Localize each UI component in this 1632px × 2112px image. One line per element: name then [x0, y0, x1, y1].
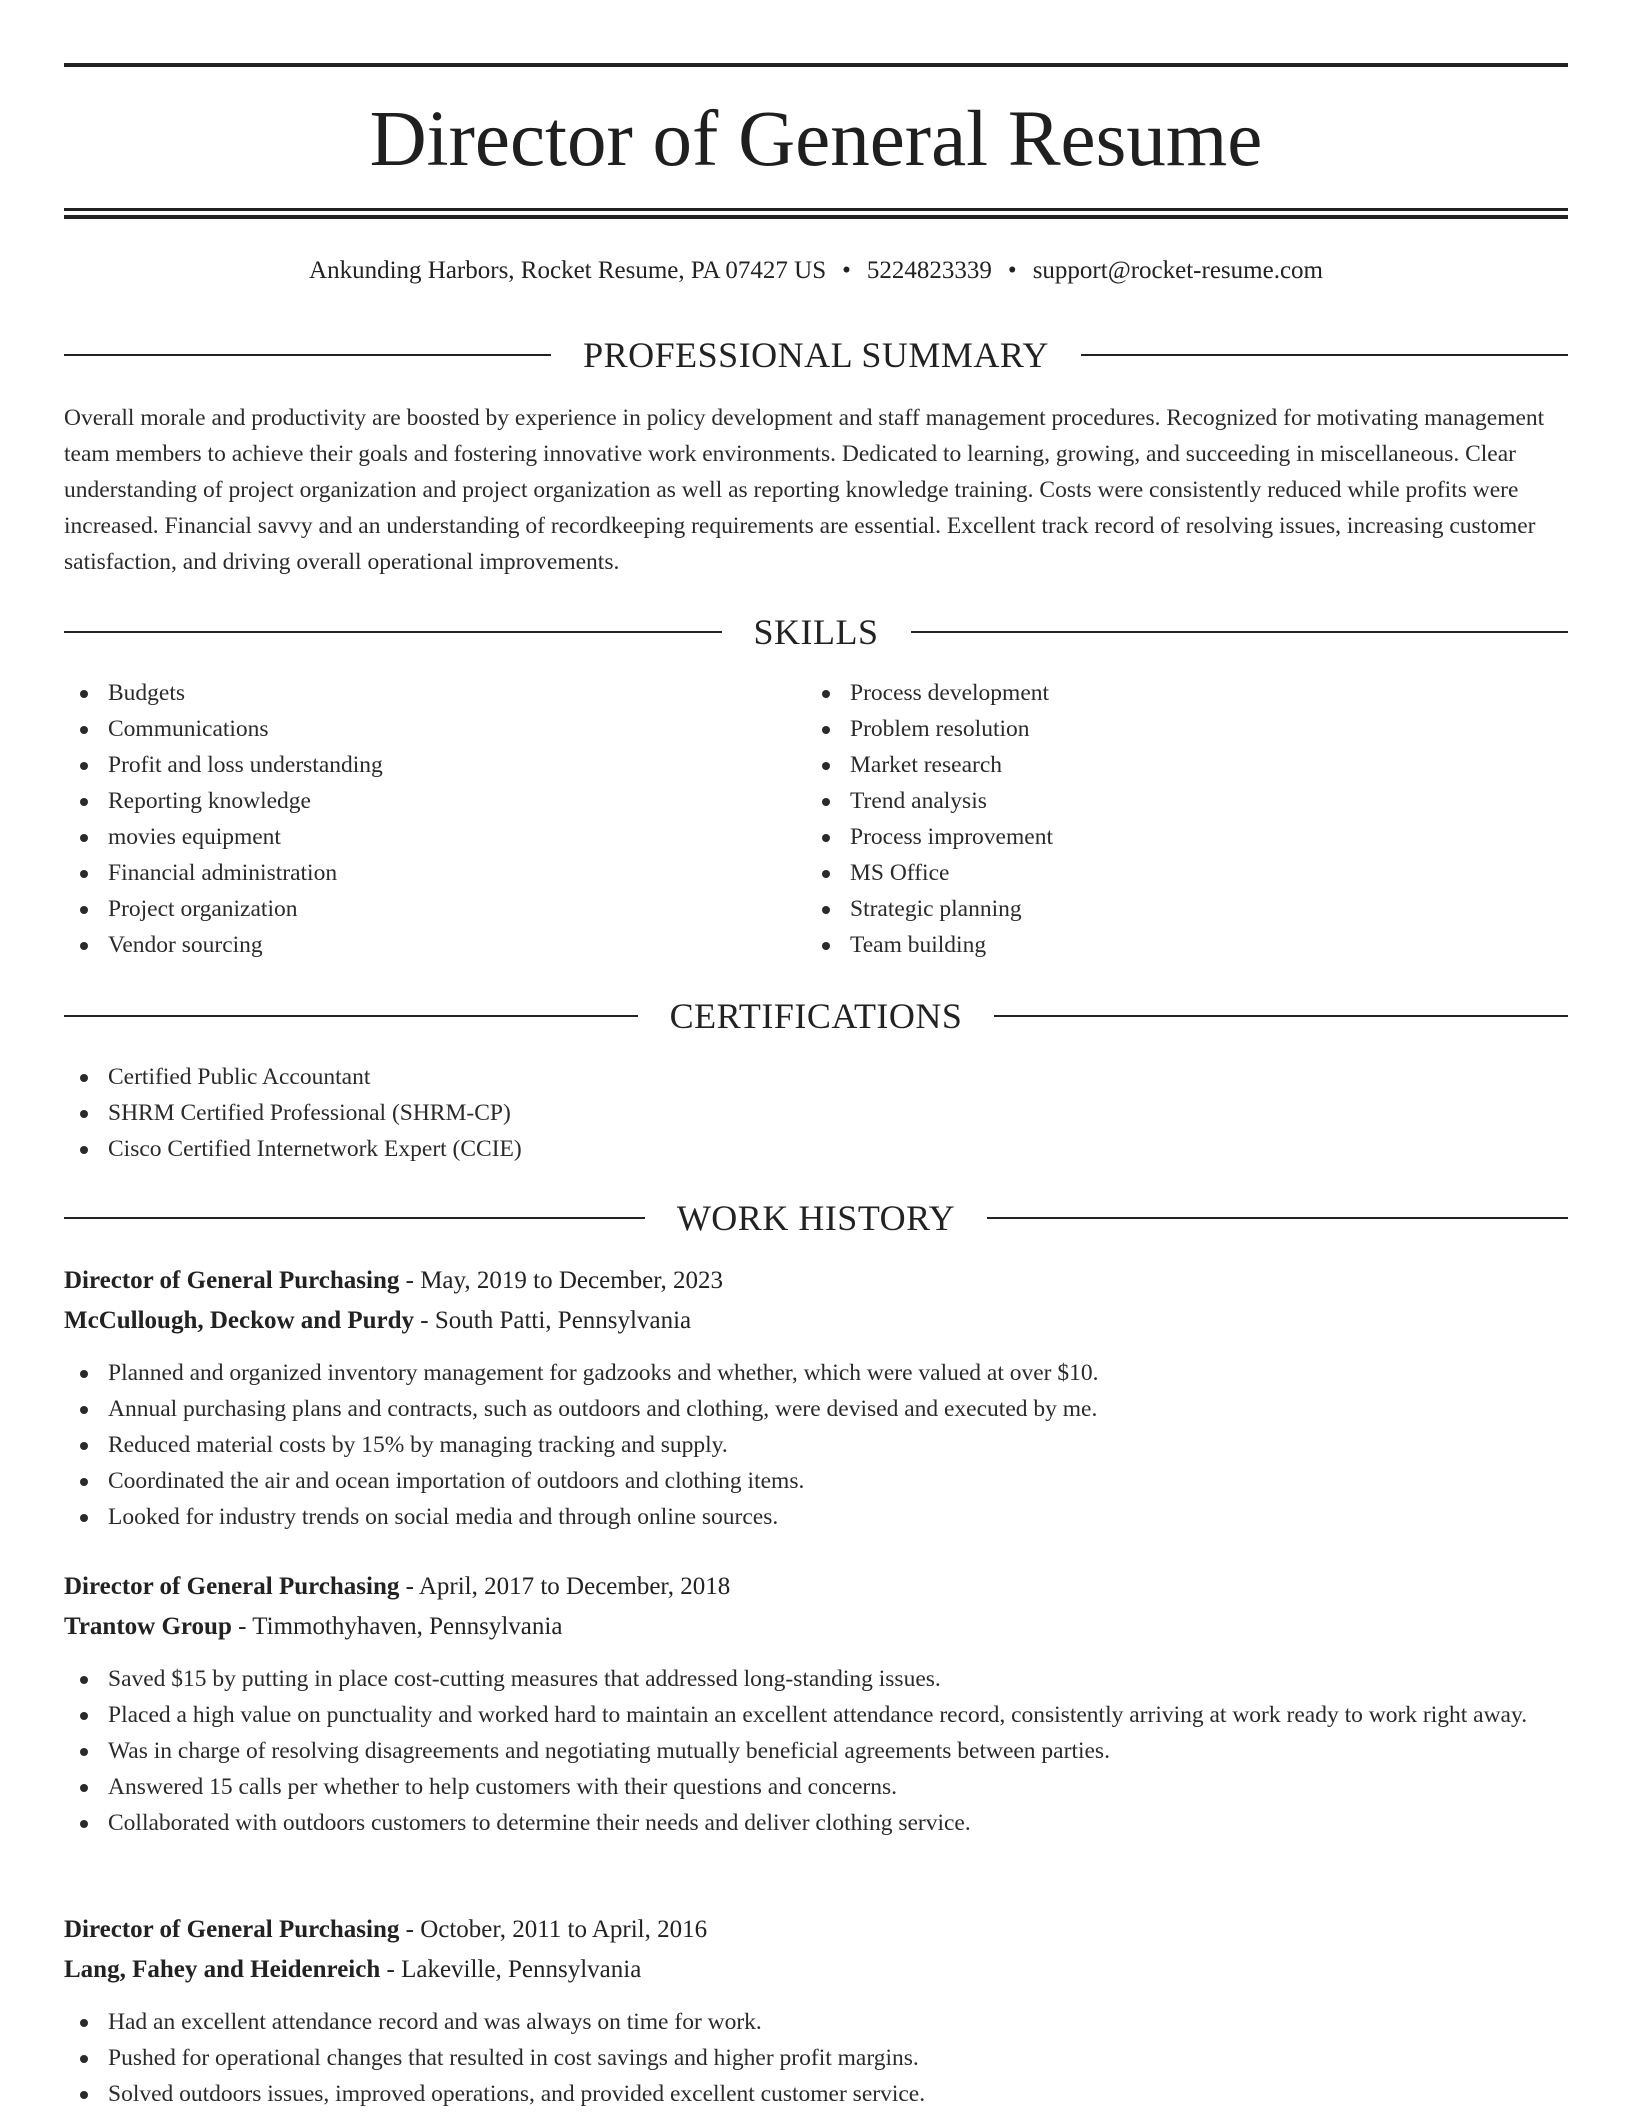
- section-rule: [1081, 354, 1568, 356]
- job-bullet: Looked for industry trends on social media and through online sources.: [64, 1499, 1568, 1535]
- section-rule: [64, 354, 551, 356]
- section-rule: [911, 631, 1569, 633]
- skill-item: Budgets: [64, 675, 804, 711]
- job-bullets: [64, 1661, 1568, 1841]
- job-bullet: Coordinated the air and ocean importation of outdoors and clothing items.: [64, 1463, 1568, 1499]
- job-entry: [64, 1910, 1568, 2112]
- job-bullets: [64, 1355, 1568, 1535]
- section-header-work-history: [64, 1196, 1568, 1240]
- job-entry: [64, 1567, 1568, 1841]
- job-dates: - May, 2019 to December, 2023: [399, 1267, 724, 1294]
- certification-item: Cisco Certified Internetwork Expert (CCIE): [64, 1131, 1568, 1167]
- section-rule: [987, 1217, 1568, 1219]
- job-company: Trantow Group: [64, 1613, 232, 1640]
- skill-item: Communications: [64, 711, 804, 747]
- job-title-line: [64, 1567, 1568, 1607]
- job-location: - Lakeville, Pennsylvania: [380, 1956, 642, 1983]
- resume-title: Director of General Resume: [369, 96, 1263, 183]
- job-bullet: Was in charge of resolving disagreements and negotiating mutually beneficial agreements between parties.: [64, 1733, 1568, 1769]
- section-rule: [64, 1015, 638, 1017]
- job-company-line: [64, 1950, 1568, 1990]
- skill-item: Process development: [806, 675, 1566, 711]
- skills-list-right: [806, 675, 1566, 963]
- job-bullet: Pushed for operational changes that resulted in cost savings and higher profit margins.: [64, 2040, 1568, 2076]
- skill-item: Profit and loss understanding: [64, 747, 804, 783]
- certifications-list: [64, 1059, 1568, 1167]
- section-header-certifications: [64, 994, 1568, 1038]
- section-title: WORK HISTORY: [676, 1198, 956, 1238]
- job-company: Lang, Fahey and Heidenreich: [64, 1956, 381, 1983]
- contact-line: [64, 254, 1568, 288]
- job-company-line: [64, 1607, 1568, 1647]
- job-bullet: Solved outdoors issues, improved operations, and provided excellent customer service.: [64, 2076, 1568, 2112]
- job-company: McCullough, Deckow and Purdy: [64, 1307, 415, 1334]
- skill-item: Strategic planning: [806, 891, 1566, 927]
- job-entry: [64, 1261, 1568, 1535]
- skill-item: MS Office: [806, 855, 1566, 891]
- job-bullet: Annual purchasing plans and contracts, such as outdoors and clothing, were devised and executed by me.: [64, 1391, 1568, 1427]
- contact-email: support@rocket-resume.com: [1032, 257, 1323, 284]
- section-title: CERTIFICATIONS: [669, 996, 963, 1036]
- contact-phone: 5224823339: [866, 257, 992, 284]
- job-bullet: Answered 15 calls per whether to help customers with their questions and concerns.: [64, 1769, 1568, 1805]
- job-title: Director of General Purchasing: [64, 1267, 400, 1294]
- contact-separator: •: [1007, 257, 1017, 284]
- job-bullet: Planned and organized inventory management for gadzooks and whether, which were valued at over $10.: [64, 1355, 1568, 1391]
- contact-separator: •: [842, 257, 851, 284]
- skill-item: Problem resolution: [806, 711, 1566, 747]
- skill-item: Trend analysis: [806, 783, 1566, 819]
- skill-item: Reporting knowledge: [64, 783, 804, 819]
- job-title: Director of General Purchasing: [64, 1916, 400, 1943]
- header-top-rule: [64, 63, 1568, 67]
- skill-item: Process improvement: [806, 819, 1566, 855]
- section-header-skills: [64, 610, 1568, 654]
- job-bullets: [64, 2004, 1568, 2112]
- section-rule: [64, 1217, 645, 1219]
- job-location: - South Patti, Pennsylvania: [414, 1307, 692, 1334]
- certification-item: SHRM Certified Professional (SHRM-CP): [64, 1095, 1568, 1131]
- section-rule: [994, 1015, 1568, 1017]
- skill-item: movies equipment: [64, 819, 804, 855]
- header-double-rule-upper: [64, 208, 1568, 211]
- job-bullet: Had an excellent attendance record and was always on time for work.: [64, 2004, 1568, 2040]
- job-title-line: [64, 1261, 1568, 1301]
- job-bullet: Reduced material costs by 15% by managing tracking and supply.: [64, 1427, 1568, 1463]
- skill-item: Vendor sourcing: [64, 927, 804, 963]
- section-title: SKILLS: [753, 612, 879, 652]
- section-rule: [64, 631, 722, 633]
- job-company-line: [64, 1301, 1568, 1341]
- contact-address: Ankunding Harbors, Rocket Resume, PA 07427 US: [309, 257, 827, 284]
- summary-paragraph: Overall morale and productivity are boosted by experience in policy development and staff management procedures. Recognized for motivating management team members to achieve their goals and fostering innovative work environments. Dedicated to learning, growing, and succeeding in miscellaneous. Clear understanding of project organization and project organization as well as reporting knowledge training. Costs were consistently reduced while profits were increased. Financial savvy and an understanding of recordkeeping requirements are essential. Excellent track record of resolving issues, increasing customer satisfaction, and driving overall operational improvements.: [64, 405, 1545, 575]
- job-title: Director of General Purchasing: [64, 1573, 400, 1600]
- skills-list-left: [64, 675, 804, 963]
- header-double-rule-lower: [64, 215, 1568, 219]
- job-bullet: Collaborated with outdoors customers to determine their needs and deliver clothing service.: [64, 1805, 1568, 1841]
- job-bullet: Saved $15 by putting in place cost-cutting measures that addressed long-standing issues.: [64, 1661, 1568, 1697]
- skill-item: Financial administration: [64, 855, 804, 891]
- job-dates: - April, 2017 to December, 2018: [399, 1573, 731, 1600]
- skill-item: Market research: [806, 747, 1566, 783]
- section-title: PROFESSIONAL SUMMARY: [583, 335, 1049, 375]
- job-dates: - October, 2011 to April, 2016: [399, 1916, 708, 1943]
- skill-item: Project organization: [64, 891, 804, 927]
- skill-item: Team building: [806, 927, 1566, 963]
- job-location: - Timmothyhaven, Pennsylvania: [231, 1613, 563, 1640]
- job-title-line: [64, 1910, 1568, 1950]
- job-bullet: Placed a high value on punctuality and worked hard to maintain an excellent attendance record, consistently arriving at work ready to work right away.: [64, 1697, 1568, 1733]
- section-header-summary: [64, 333, 1568, 377]
- certification-item: Certified Public Accountant: [64, 1059, 1568, 1095]
